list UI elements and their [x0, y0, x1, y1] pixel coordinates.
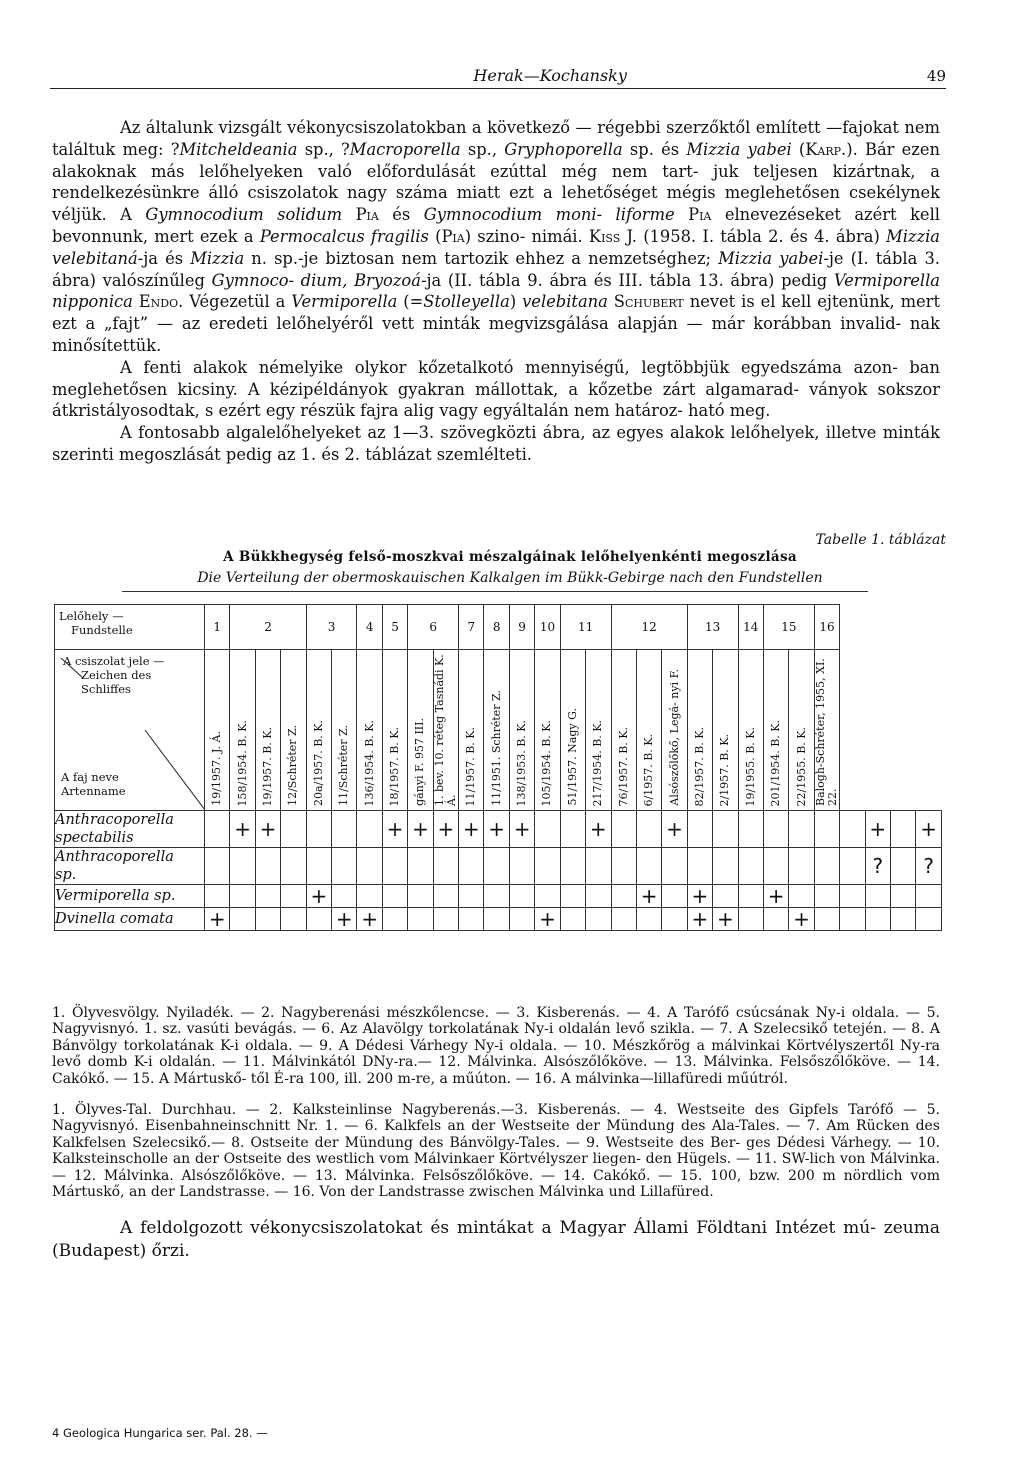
locality-number: 14	[738, 605, 763, 650]
text-run: .). Bár ezen alakoknak más lelőhelyeken való előfordulását ezúttal még nem tart- juk teljesen kizártnak, a rendelkezésünkre álló csiszolatok nagy száma miatt ezt a lehetőséget mégis meglehetősen csekélynek véljük. A	[52, 139, 940, 225]
italic-term: Gryphoporella	[504, 139, 623, 159]
empty-cell	[560, 848, 585, 885]
empty-cell	[332, 848, 357, 885]
author-name: Endo	[138, 292, 179, 312]
empty-cell	[662, 908, 687, 931]
paragraph-3: A fontosabb algalelőhelyeket az 1—3. szövegközti ábra, az egyes alakok lelőhelyek, illetve minták szerinti megoszlását pedig az 1. és 2. táblázat szemlélteti.	[52, 423, 940, 464]
empty-cell	[230, 848, 255, 885]
corner-locality	[55, 605, 205, 650]
text-run: sp.,	[460, 139, 505, 159]
sample-code-cell	[560, 650, 585, 811]
empty-cell	[332, 885, 357, 908]
italic-term: Gymnocodium moni- liforme	[423, 205, 675, 225]
sample-code-cell	[738, 650, 763, 811]
author-name: Karp	[805, 139, 842, 159]
uncertain-mark: ?	[865, 848, 890, 885]
sample-code: 138/1953. B. K.	[515, 719, 529, 806]
text-run: sp., ?	[297, 139, 350, 159]
running-title: Herak—Kochansky	[473, 66, 627, 85]
empty-cell	[535, 848, 560, 885]
empty-cell	[205, 885, 230, 908]
sample-code-cell	[789, 650, 814, 811]
text-run: sp. és	[622, 139, 687, 159]
presence-mark: +	[509, 811, 534, 848]
empty-cell	[382, 908, 407, 931]
diagonal-line	[61, 658, 83, 678]
sample-code: 2/1957. B. K.	[718, 733, 732, 806]
empty-cell	[890, 811, 915, 848]
empty-cell	[281, 811, 306, 848]
presence-mark: +	[763, 885, 788, 908]
empty-cell	[814, 908, 839, 931]
text-run: (	[428, 226, 442, 246]
sample-code-cell	[713, 650, 738, 811]
locality-number: 13	[687, 605, 738, 650]
diagonal-line	[145, 730, 205, 810]
empty-cell	[890, 885, 915, 908]
corner-species-line: A faj neve	[61, 770, 119, 784]
empty-cell	[560, 908, 585, 931]
notes-de: 1. Ölyves-Tal. Durchhau. — 2. Kalksteinlinse Nagyberenás.—3. Kisberenás. — 4. Westseite des Gipfels Tarófő — 5. Nagyvisnyó. Eisenbahneinschnitt Nr. 1. — 6. Kalkfels an der Westseite der Mündung des Ala-Tales. — 7. Am Rücken des Kalkfelsen Szelecsikő.— 8. Ostseite der Mündung des Bánvölgy-Tales. — 9. Westseite des Ber- ges Dédesi Várhegy. — 10. Kalksteinscholle an der Ostseite des westlich vom Málvinkaer Körtvélyszer liegen- den Hügels. — 11. SW-lich von Málvinka. — 12. Málvinka. Alsószőlőköve. — 13. Málvinka. Felsőszőlőköve. — 14. Cakókő. — 15. 100, bzw. 200 m nördlich vom Mártuskő, an der Landstrasse. — 16. Von der Landstrasse zwischen Málvinka und Lillafüred.	[52, 1102, 940, 1201]
empty-cell	[789, 811, 814, 848]
empty-cell	[713, 885, 738, 908]
presence-mark: +	[230, 811, 255, 848]
presence-mark: +	[205, 908, 230, 931]
empty-cell	[459, 848, 484, 885]
sample-code: 11/1957. B. K.	[464, 726, 478, 806]
empty-cell	[611, 908, 636, 931]
text-run: n. sp.-je biztosan nem tartozik ehhez a nemzetséghez;	[244, 248, 719, 268]
empty-cell	[814, 848, 839, 885]
empty-cell	[586, 885, 611, 908]
empty-cell	[814, 885, 839, 908]
italic-term: Vermiporella	[291, 292, 398, 312]
locality-number: 3	[306, 605, 357, 650]
presence-mark: +	[459, 811, 484, 848]
body-text-top	[52, 117, 940, 466]
locality-number: 10	[535, 605, 560, 650]
empty-cell	[433, 848, 458, 885]
sample-code: gányi F. 957 III.	[413, 718, 427, 806]
sample-code: 76/1957. B. K.	[616, 726, 630, 806]
empty-cell	[738, 908, 763, 931]
empty-cell	[408, 885, 433, 908]
italic-term: velebitana	[522, 292, 608, 312]
empty-cell	[433, 885, 458, 908]
empty-cell	[890, 908, 915, 931]
empty-cell	[865, 908, 890, 931]
sample-code-cell	[535, 650, 560, 811]
empty-cell	[763, 811, 788, 848]
empty-cell	[509, 885, 534, 908]
locality-number: 1	[205, 605, 230, 650]
sample-code: 11/1951. Schréter Z.	[489, 690, 503, 806]
species-name-line: spectabilis	[55, 830, 134, 846]
presence-mark: +	[357, 908, 382, 931]
italic-term: Permocalcus fragilis	[259, 226, 429, 246]
empty-cell	[636, 811, 661, 848]
locality-number: 2	[230, 605, 306, 650]
presence-mark: +	[865, 811, 890, 848]
text-run: (	[791, 139, 806, 159]
table-label: Tabelle 1. táblázat	[815, 532, 946, 548]
sample-code-cell	[509, 650, 534, 811]
sample-code-cell	[484, 650, 509, 811]
paragraph-1	[52, 117, 940, 357]
species-name-line: sp.	[55, 867, 77, 883]
sample-code-cell	[357, 650, 382, 811]
species-row	[55, 908, 942, 931]
sample-code: Alsószőlőkő, Legá- nyi F.	[667, 669, 681, 806]
empty-cell	[636, 848, 661, 885]
sample-code-cell	[687, 650, 712, 811]
corner-diagonal	[55, 650, 205, 810]
table-title: A Bükkhegység felső-moszkvai mészalgáinak lelőhelyenkénti megoszlása	[223, 549, 797, 565]
locality-number: 5	[382, 605, 407, 650]
empty-cell	[205, 811, 230, 848]
empty-cell	[840, 885, 865, 908]
sample-code: 136/1954. B. K.	[362, 719, 376, 806]
subtitle-rule	[122, 591, 868, 592]
empty-cell	[382, 885, 407, 908]
corner-locality-line: Lelőhely —	[59, 609, 124, 623]
sample-code-cell	[230, 650, 255, 811]
text-run: -ja és	[137, 248, 191, 268]
presence-mark: +	[636, 885, 661, 908]
species-name-line: Vermiporella sp.	[55, 888, 176, 904]
italic-term: Stolleyella	[423, 292, 510, 312]
empty-cell	[814, 811, 839, 848]
italic-term: Mizzia	[190, 248, 245, 268]
text-run: nevet is el kell ejtenünk, mert ezt a „fajt” — az eredeti lelőhelyéről vett minták megvizsgálása alapján — már korábban invalid- nak minősítettük.	[52, 292, 940, 355]
empty-cell	[255, 885, 280, 908]
header-rule	[50, 88, 946, 89]
sample-code: 217/1954. B. K.	[591, 719, 605, 806]
corner-locality-line: Fundstelle	[71, 623, 133, 637]
empty-cell	[789, 848, 814, 885]
text-run: . Végezetül a	[178, 292, 292, 312]
sample-code: 19/1957. B. K.	[261, 726, 275, 806]
species-name-line: Anthracoporella	[55, 812, 174, 828]
text-run	[675, 205, 688, 224]
text-run: és	[378, 205, 424, 225]
empty-cell	[713, 848, 738, 885]
sample-code: 19/1955. B. K.	[743, 726, 757, 806]
empty-cell	[687, 811, 712, 848]
author-name: Schubert	[613, 292, 684, 312]
empty-cell	[738, 885, 763, 908]
empty-cell	[230, 885, 255, 908]
empty-cell	[611, 848, 636, 885]
footer: 4 Geologica Hungarica ser. Pal. 28. —	[52, 1426, 268, 1440]
page-number: 49	[926, 67, 946, 85]
sample-code: 18/1957. B. K.	[388, 726, 402, 806]
species-name	[55, 848, 205, 885]
empty-cell	[586, 908, 611, 931]
closing-paragraph: A feldolgozott vékonycsiszolatokat és mintákat a Magyar Állami Földtani Intézet mú- zeuma (Budapest) őrzi.	[52, 1218, 940, 1261]
locality-number: 15	[763, 605, 814, 650]
empty-cell	[357, 811, 382, 848]
empty-cell	[306, 848, 331, 885]
empty-cell	[255, 908, 280, 931]
corner-species-line: Artenname	[61, 784, 126, 798]
empty-cell	[611, 811, 636, 848]
presence-mark: +	[535, 908, 560, 931]
locality-number: 6	[408, 605, 459, 650]
empty-cell	[205, 848, 230, 885]
corner-sample-line: A csiszolat jele —	[63, 654, 165, 668]
empty-cell	[357, 848, 382, 885]
sample-code: 11/Schréter Z.	[337, 725, 351, 806]
sample-code-cell	[306, 650, 331, 811]
sample-code: 82/1957. B. K.	[692, 726, 706, 806]
species-row	[55, 848, 942, 885]
empty-cell	[560, 885, 585, 908]
presence-mark: +	[586, 811, 611, 848]
corner-sample-line: Schliffes	[81, 682, 131, 696]
empty-cell	[484, 848, 509, 885]
empty-cell	[662, 885, 687, 908]
locality-number: 16	[814, 605, 839, 650]
sample-code: 105/1954. B. K.	[540, 719, 554, 806]
corner-sample-species	[55, 650, 205, 811]
empty-cell	[230, 908, 255, 931]
italic-term: Vermiporella nipponica	[52, 270, 940, 312]
sample-code-cell	[814, 650, 839, 811]
sample-code: 1. bev. 10. réteg Tasnádi K. Á.	[432, 654, 458, 806]
author-name: Pia	[355, 205, 379, 225]
corner-sample-line: Zeichen des	[81, 668, 152, 682]
empty-cell	[713, 811, 738, 848]
presence-mark: +	[255, 811, 280, 848]
text-run: )	[509, 292, 523, 312]
presence-mark: +	[916, 811, 942, 848]
locality-number: 8	[484, 605, 509, 650]
italic-term: Gymnoco- dium, Bryozoá	[211, 270, 421, 290]
sample-code-cell	[662, 650, 687, 811]
sample-code: 6/1957. B. K.	[642, 733, 656, 806]
presence-mark: +	[687, 885, 712, 908]
sample-code: 22/1955. B. K.	[794, 726, 808, 806]
presence-mark: +	[332, 908, 357, 931]
empty-cell	[611, 885, 636, 908]
sample-code-cell	[281, 650, 306, 811]
sample-code: 12/Schréter Z.	[286, 725, 300, 806]
text-run: (=	[397, 292, 424, 312]
empty-cell	[332, 811, 357, 848]
presence-mark: +	[713, 908, 738, 931]
presence-mark: +	[382, 811, 407, 848]
species-name	[55, 811, 205, 848]
presence-mark: +	[433, 811, 458, 848]
species-name-line: Dvinella comata	[55, 911, 174, 927]
text-run: J. (1958. I. tábla 2. és 4. ábra)	[620, 226, 887, 246]
empty-cell	[306, 811, 331, 848]
empty-cell	[738, 848, 763, 885]
locality-number: 4	[357, 605, 382, 650]
presence-mark: +	[662, 811, 687, 848]
table-subtitle: Die Verteilung der obermoskauischen Kalkalgen im Bükk-Gebirge nach den Fundstellen	[197, 570, 823, 586]
empty-cell	[281, 908, 306, 931]
empty-cell	[281, 885, 306, 908]
sample-code: 201/1954. B. K.	[769, 719, 783, 806]
notes-hu: 1. Ölyvesvölgy. Nyiladék. — 2. Nagyberenási mészkőlencse. — 3. Kisberenás. — 4. A Tarófő csúcsának Ny-i oldala. — 5. Nagyvisnyó. 1. sz. vasúti bevágás. — 6. Az Alavölgy torkolatának Ny-i oldalán levő szikla. — 7. A Szelecsikő tetején. — 8. A Bánvölgy torkolatának K-i oldala. — 9. A Dédesi Várhegy Ny-i oldala. — 10. Mészkőrög a málvinkai Körtvélyszertől Ny-ra levő domb K-i oldalán. — 11. Málvinkától DNy-ra.— 12. Málvinka. Alsószőlőköve. — 13. Málvinka. Felsőszőlőköve. — 14. Cakókő. — 15. A Mártuskő- től É-ra 100, ill. 200 m-re, a műúton. — 16. A málvinka—lillafüredi műútról.	[52, 1005, 940, 1087]
sample-code-cell	[332, 650, 357, 811]
text-run: ) szino- nimái.	[464, 226, 589, 246]
empty-cell	[586, 848, 611, 885]
empty-cell	[509, 848, 534, 885]
empty-cell	[357, 885, 382, 908]
empty-cell	[433, 908, 458, 931]
sample-code: 20a/1957. B. K.	[311, 719, 325, 806]
sample-code-cell	[636, 650, 661, 811]
empty-cell	[687, 848, 712, 885]
paragraph-2: A fenti alakok némelyike olykor kőzetalkotó mennyiségű, legtöbbjük egyedszáma azon- ban meglehetősen kicsiny. A kézipéldányok gyakran mállottak, a kőzetbe zárt algamarad- ványok sokszor átkristályosodtak, s ezért egy részük fajra alig vagy egyáltalán nem határoz- ható meg.	[52, 357, 940, 421]
text-run: -je (I. tábla 3. ábra) valószínűleg	[52, 248, 940, 290]
closing-paragraph-wrap	[52, 1217, 940, 1263]
sample-code: Balogh-Schréter, 1955, XI. 22.	[813, 658, 839, 806]
presence-mark: +	[484, 811, 509, 848]
empty-cell	[840, 811, 865, 848]
text-run: elnevezéseket azért kell bevonnunk, mert ezek a	[52, 205, 940, 246]
sample-code-cell	[611, 650, 636, 811]
empty-cell	[890, 848, 915, 885]
author-name: Pia	[441, 226, 465, 246]
sample-code-cell	[459, 650, 484, 811]
italic-term: Macroporella	[349, 139, 461, 159]
empty-cell	[484, 908, 509, 931]
locality-number: 11	[560, 605, 611, 650]
sample-code-cell	[586, 650, 611, 811]
species-row	[55, 885, 942, 908]
empty-cell	[840, 908, 865, 931]
species-name	[55, 908, 205, 931]
species-name	[55, 885, 205, 908]
species-name-line: Anthracoporella	[55, 849, 174, 865]
empty-cell	[484, 885, 509, 908]
empty-cell	[916, 908, 942, 931]
locality-number: 12	[611, 605, 687, 650]
italic-term: Mizzia velebitaná	[52, 226, 940, 268]
presence-mark: +	[408, 811, 433, 848]
empty-cell	[916, 885, 942, 908]
sample-code: 19/1957. J. Á.	[210, 731, 224, 806]
italic-term: Mizzia yabei	[686, 139, 792, 159]
empty-cell	[535, 811, 560, 848]
sample-code: 158/1954. B. K.	[235, 719, 249, 806]
locality-number: 7	[459, 605, 484, 650]
empty-cell	[459, 908, 484, 931]
text-run	[342, 205, 355, 224]
italic-term: Gymnocodium solidum	[145, 205, 343, 225]
empty-cell	[408, 908, 433, 931]
empty-cell	[382, 848, 407, 885]
italic-term: Mitcheldeania	[179, 139, 298, 159]
sample-code-cell	[382, 650, 407, 811]
sample-code-cell	[205, 650, 230, 811]
presence-mark: +	[687, 908, 712, 931]
sample-code-cell	[408, 650, 433, 811]
empty-cell	[255, 848, 280, 885]
empty-cell	[662, 848, 687, 885]
empty-cell	[865, 885, 890, 908]
empty-cell	[509, 908, 534, 931]
text-run: Az általunk vizsgált vékonycsiszolatokban a következő — régebbi szerzőktől említett —fajokat nem találtuk meg: ?	[52, 118, 940, 159]
sample-code-cell	[255, 650, 280, 811]
empty-cell	[636, 908, 661, 931]
empty-cell	[738, 811, 763, 848]
empty-cell	[408, 848, 433, 885]
presence-mark: +	[789, 908, 814, 931]
text-run: -ja (II. tábla 9. ábra és III. tábla 13. ábra) pedig	[420, 270, 834, 290]
running-head	[50, 66, 946, 85]
uncertain-mark: ?	[916, 848, 942, 885]
author-name: Pia	[688, 205, 712, 225]
locality-number: 9	[509, 605, 534, 650]
empty-cell	[459, 885, 484, 908]
species-row	[55, 811, 942, 848]
sample-code-cell	[433, 650, 458, 811]
empty-cell	[535, 885, 560, 908]
empty-cell	[763, 908, 788, 931]
italic-term: Mizzia yabei	[718, 248, 824, 268]
empty-cell	[306, 908, 331, 931]
empty-cell	[763, 848, 788, 885]
distribution-table	[54, 604, 942, 931]
empty-cell	[281, 848, 306, 885]
sample-code: 51/1957. Nagy G.	[565, 708, 579, 806]
empty-cell	[560, 811, 585, 848]
sample-code-cell	[763, 650, 788, 811]
author-name: Kiss	[588, 226, 621, 246]
presence-mark: +	[306, 885, 331, 908]
empty-cell	[789, 885, 814, 908]
empty-cell	[840, 848, 865, 885]
